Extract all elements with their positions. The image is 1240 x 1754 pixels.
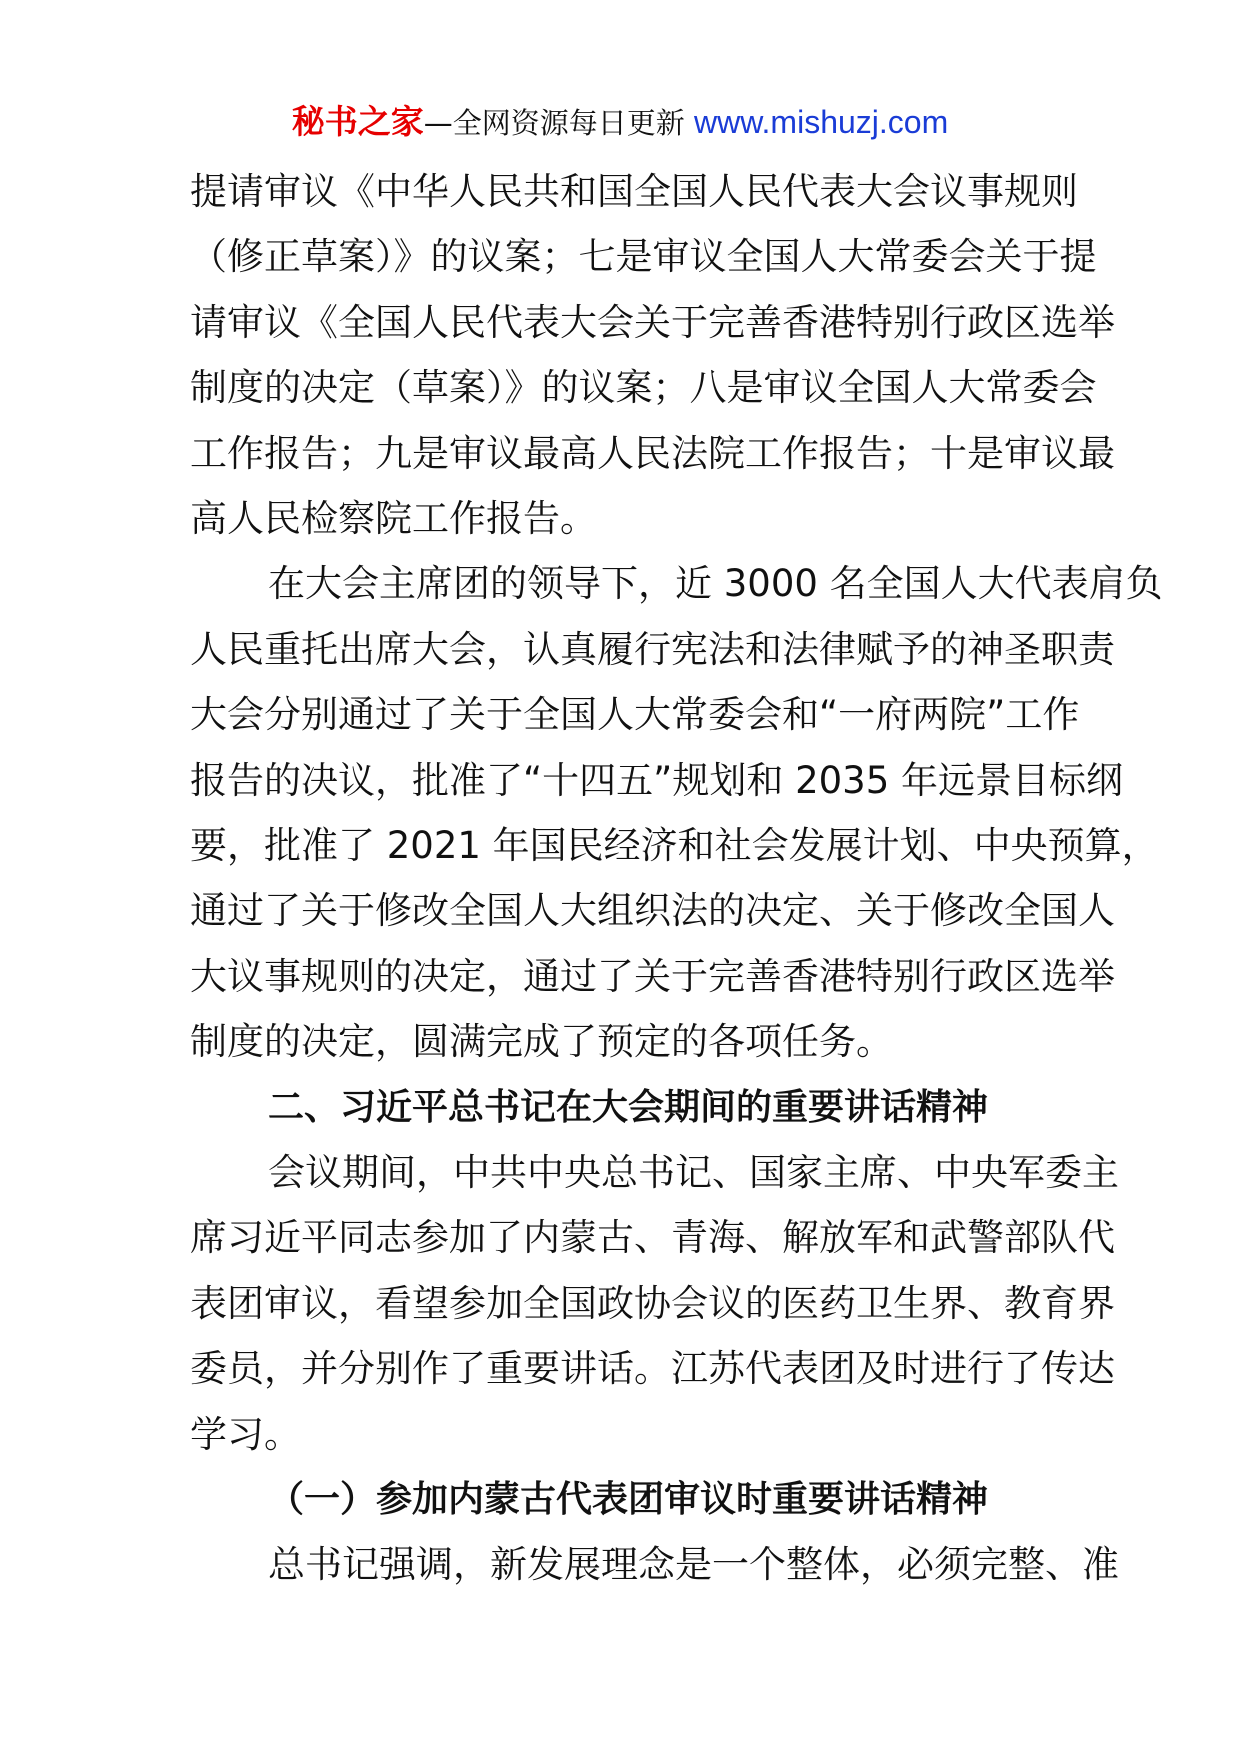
paragraph-line: 席习近平同志参加了内蒙古、青海、解放军和武警部队代 bbox=[190, 1216, 1115, 1260]
paragraph-line: 工作报告；九是审议最高人民法院工作报告；十是审议最 bbox=[190, 431, 1115, 475]
site-brand-name: 秘书之家 bbox=[291, 102, 424, 141]
paragraph-line: 报告的决议，批准了“十四五”规划和 2035 年远景目标纲 bbox=[190, 758, 1124, 802]
paragraph-line: 高人民检察院工作报告。 bbox=[190, 497, 597, 540]
paragraph-line: 在大会主席团的领导下，近 3000 名全国人大代表肩负 bbox=[268, 562, 1163, 606]
paragraph-line: 要，批准了 2021 年国民经济和社会发展计划、中央预算， bbox=[190, 824, 1159, 867]
paragraph-line: 总书记强调，新发展理念是一个整体，必须完整、准 bbox=[268, 1543, 1119, 1587]
paragraph-line: 委员，并分别作了重要讲话。江苏代表团及时进行了传达 bbox=[190, 1347, 1115, 1391]
paragraph-line: 会议期间，中共中央总书记、国家主席、中央军委主 bbox=[268, 1151, 1119, 1194]
paragraph-line: 通过了关于修改全国人大组织法的决定、关于修改全国人 bbox=[190, 889, 1115, 933]
paragraph-line: 表团审议，看望参加全国政协会议的医药卫生界、教育界 bbox=[190, 1281, 1115, 1325]
heading-text: （一）参加内蒙古代表团审议时重要讲话精神 bbox=[268, 1479, 989, 1520]
paragraph-line: 人民重托出席大会，认真履行宪法和法律赋予的神圣职责 bbox=[190, 627, 1115, 671]
paragraph-line: 制度的决定（草案）》的议案；八是审议全国人大常委会 bbox=[190, 366, 1097, 410]
paragraph-line: 提请审议《中华人民共和国全国人民代表大会议事规则 bbox=[190, 170, 1078, 213]
paragraph-line: 大会分别通过了关于全国人大常委会和“一府两院”工作 bbox=[190, 693, 1080, 737]
paragraph-line: 制度的决定，圆满完成了预定的各项任务。 bbox=[190, 1020, 893, 1064]
site-slogan: —全网资源每日更新 bbox=[423, 106, 694, 140]
heading-text: 二、习近平总书记在大会期间的重要讲话精神 bbox=[268, 1086, 989, 1128]
paragraph-line: 学习。 bbox=[190, 1412, 301, 1456]
paragraph-line: 请审议《全国人民代表大会关于完善香港特别行政区选举 bbox=[190, 300, 1115, 344]
paragraph-line: （修正草案）》的议案；七是审议全国人大常委会关于提 bbox=[190, 235, 1097, 279]
site-url-link[interactable]: www.mishuzj.com bbox=[693, 104, 949, 140]
paragraph-line: 大议事规则的决定，通过了关于完善香港特别行政区选举 bbox=[190, 954, 1115, 998]
